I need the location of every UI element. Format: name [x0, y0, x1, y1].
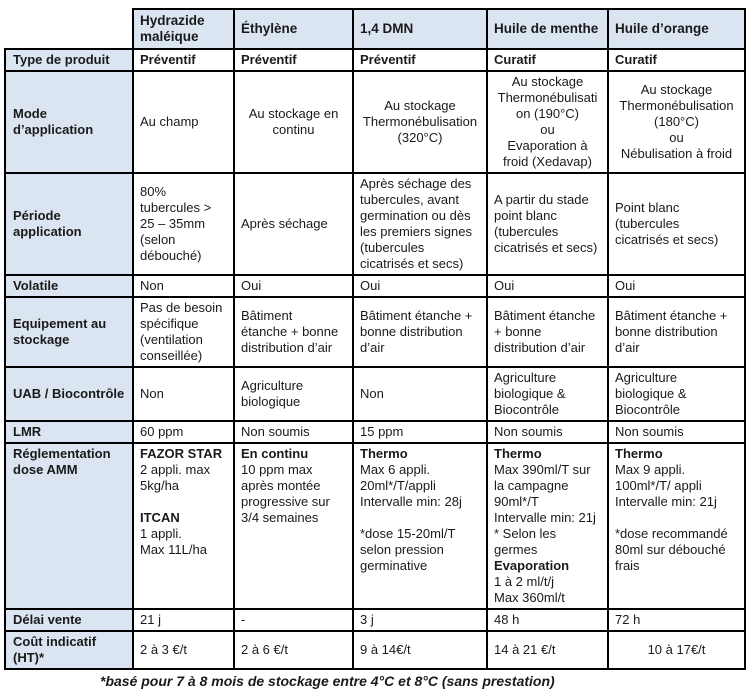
column-header: Éthylène — [234, 9, 353, 49]
table-cell — [133, 71, 234, 173]
cell-line: après montée — [241, 478, 321, 493]
cell-line: (320°C) — [397, 130, 443, 145]
cell-line: tubercules > — [140, 200, 212, 215]
table-cell — [133, 631, 234, 669]
cell-line: Thermo — [494, 446, 542, 461]
table-cell — [487, 421, 608, 443]
table-cell — [608, 71, 745, 173]
table-cell — [133, 609, 234, 631]
row-label: Réglementation dose AMM — [5, 443, 133, 609]
cell-line: 20ml*/T/appli — [360, 478, 436, 493]
cell-line: Evaporation à — [507, 138, 588, 153]
cell-line: Non — [140, 278, 164, 293]
cell-line: Pas de besoin — [140, 300, 223, 315]
column-header: Huile de menthe — [487, 9, 608, 49]
row-label: LMR — [5, 421, 133, 443]
cell-line: Curatif — [615, 52, 657, 67]
cell-line: Agriculture — [494, 370, 557, 385]
row-label: UAB / Biocontrôle — [5, 367, 133, 421]
table-body — [5, 49, 745, 669]
cell-line: 9 à 14€/t — [360, 642, 411, 657]
cell-line: 5kg/ha — [140, 478, 180, 493]
cell-line: Oui — [494, 278, 515, 293]
table-header — [5, 9, 745, 49]
cell-line: 2 à 3 €/t — [140, 642, 187, 657]
cell-line: Biocontrôle — [494, 402, 560, 417]
cell-line: Intervalle min: 21j — [615, 494, 717, 509]
table-cell — [487, 443, 608, 609]
cell-line: Au stockage — [640, 82, 713, 97]
table-cell — [487, 49, 608, 71]
cell-line: germination ou dès — [360, 208, 471, 223]
cell-line: 80ml sur débouché — [615, 542, 726, 557]
table-cell — [353, 609, 487, 631]
treatment-comparison-table — [4, 8, 746, 670]
cell-line: 3/4 semaines — [241, 510, 319, 525]
cell-line: 1 à 2 ml/t/j — [494, 574, 554, 589]
table-cell — [608, 631, 745, 669]
cell-line: progressive sur — [241, 494, 330, 509]
cell-line: Après séchage — [241, 216, 328, 231]
cell-line: ou — [540, 122, 555, 137]
cell-line: A partir du stade — [494, 192, 589, 207]
cell-line: bonne distribution — [360, 324, 463, 339]
cell-line: spécifique — [140, 316, 199, 331]
footnote: *basé pour 7 à 8 mois de stockage entre 4°C et 8°C (sans prestation) — [100, 673, 555, 689]
table-cell — [353, 367, 487, 421]
cell-line: Bâtiment — [241, 308, 293, 323]
table-cell — [353, 173, 487, 275]
cell-line: Nébulisation à froid — [620, 146, 733, 161]
table-row — [5, 609, 745, 631]
table-cell — [608, 297, 745, 367]
corner-cell — [5, 9, 133, 49]
table-cell — [608, 367, 745, 421]
table-cell — [353, 297, 487, 367]
cell-line: biologique & — [615, 386, 687, 401]
table-cell — [608, 49, 745, 71]
cell-line: d’air — [615, 340, 640, 355]
cell-line — [140, 494, 227, 510]
table-row — [5, 49, 745, 71]
cell-line: - — [241, 612, 246, 627]
cell-line: Au stockage — [384, 98, 456, 113]
cell-line: 80% — [140, 184, 167, 199]
table-cell — [234, 173, 353, 275]
cell-line: 21 j — [140, 612, 161, 627]
cell-line: Non — [140, 386, 164, 401]
cell-line: Max 9 appli. — [615, 462, 686, 477]
cell-line: tubercules, avant — [360, 192, 460, 207]
header-row — [5, 9, 745, 49]
cell-line: Bâtiment étanche — [494, 308, 596, 323]
cell-line: bonne distribution — [615, 324, 718, 339]
cell-line: cicatrisés et secs) — [615, 232, 719, 247]
table-row — [5, 275, 745, 297]
table-cell — [487, 631, 608, 669]
cell-line: distribution d’air — [494, 340, 586, 355]
cell-line: conseillée) — [140, 348, 203, 363]
column-header: Hydrazide maléique — [133, 9, 234, 49]
table-cell — [487, 609, 608, 631]
cell-line: distribution d’air — [241, 340, 333, 355]
row-label: Volatile — [5, 275, 133, 297]
cell-line: 72 h — [615, 612, 641, 627]
cell-line: germinative — [360, 558, 428, 573]
table-cell — [133, 173, 234, 275]
table-cell — [234, 421, 353, 443]
row-label: Période application — [5, 173, 133, 275]
cell-line: Oui — [615, 278, 636, 293]
cell-line: Non soumis — [615, 424, 684, 439]
cell-line: cicatrisés et secs) — [494, 240, 598, 255]
cell-line: Max 390ml/T sur — [494, 462, 591, 477]
table-cell — [353, 49, 487, 71]
cell-line: (ventilation — [140, 332, 203, 347]
cell-line: 48 h — [494, 612, 520, 627]
cell-line: cicatrisés et secs) — [360, 256, 464, 271]
table-cell — [234, 297, 353, 367]
cell-line: Préventif — [360, 52, 416, 67]
cell-line: point blanc — [494, 208, 557, 223]
cell-line: biologique — [241, 394, 301, 409]
table-cell — [234, 275, 353, 297]
cell-line: Au stockage — [511, 74, 584, 89]
cell-line: 25 – 35mm — [140, 216, 206, 231]
cell-line: Thermo — [360, 446, 408, 461]
cell-line: Bâtiment étanche + — [615, 308, 728, 323]
cell-line: En continu — [241, 446, 309, 461]
cell-line: 3 j — [360, 612, 374, 627]
row-label: Délai vente — [5, 609, 133, 631]
table-cell — [234, 609, 353, 631]
table-cell — [133, 367, 234, 421]
table-cell — [133, 275, 234, 297]
cell-line: Curatif — [494, 52, 536, 67]
cell-line: 1 appli. — [140, 526, 182, 541]
cell-line: Après séchage des — [360, 176, 472, 191]
cell-line: biologique & — [494, 386, 566, 401]
cell-line: froid (Xedavap) — [503, 154, 592, 169]
cell-line — [615, 510, 738, 526]
cell-line: Thermonébulisati — [497, 90, 598, 105]
table-cell — [133, 443, 234, 609]
cell-line: Thermo — [615, 446, 663, 461]
cell-line: germes — [494, 542, 538, 557]
cell-line: 10 ppm max — [241, 462, 313, 477]
cell-line: Intervalle min: 28j — [360, 494, 462, 509]
table-cell — [234, 49, 353, 71]
table-cell — [487, 275, 608, 297]
table-cell — [353, 421, 487, 443]
table-cell — [353, 71, 487, 173]
cell-line: Non soumis — [241, 424, 310, 439]
cell-line: + bonne — [494, 324, 542, 339]
cell-line: 10 à 17€/t — [647, 642, 706, 657]
table-cell — [487, 367, 608, 421]
cell-line: Au stockage en — [248, 106, 339, 121]
cell-line: Max 6 appli. — [360, 462, 431, 477]
table-cell — [353, 631, 487, 669]
cell-line: Agriculture — [241, 378, 304, 393]
cell-line: Bâtiment étanche + — [360, 308, 473, 323]
cell-line: Max 11L/ha — [140, 542, 207, 557]
table-cell — [608, 275, 745, 297]
cell-line: on (190°C) — [515, 106, 579, 121]
cell-line: ou — [669, 130, 684, 145]
cell-line: Au champ — [140, 114, 199, 129]
cell-line: la campagne — [494, 478, 569, 493]
cell-line: * Selon les — [494, 526, 557, 541]
cell-line: (tubercules — [615, 216, 680, 231]
row-label: Type de produit — [5, 49, 133, 71]
row-label: Mode d’application — [5, 71, 133, 173]
cell-line: Thermonébulisation — [619, 98, 734, 113]
table-cell — [353, 443, 487, 609]
cell-line: continu — [272, 122, 315, 137]
cell-line: Oui — [360, 278, 381, 293]
cell-line: frais — [615, 558, 640, 573]
cell-line: 60 ppm — [140, 424, 184, 439]
table-row — [5, 297, 745, 367]
table-row — [5, 631, 745, 669]
cell-line: les premiers signes — [360, 224, 472, 239]
table-cell — [487, 71, 608, 173]
table-cell — [234, 71, 353, 173]
cell-line: Thermonébulisation — [362, 114, 478, 129]
cell-line: (tubercules — [360, 240, 425, 255]
column-header: Huile d’orange — [608, 9, 745, 49]
cell-line: Oui — [241, 278, 262, 293]
table-row — [5, 71, 745, 173]
cell-line: selon pression — [360, 542, 444, 557]
cell-line: *dose 15-20ml/T — [360, 526, 456, 541]
table-cell — [487, 297, 608, 367]
cell-line: d’air — [360, 340, 385, 355]
table-cell — [133, 297, 234, 367]
cell-line: 100ml*/T/ appli — [615, 478, 702, 493]
cell-line — [360, 510, 480, 526]
cell-line: ITCAN — [140, 510, 180, 525]
table-cell — [608, 173, 745, 275]
row-label: Equipement au stockage — [5, 297, 133, 367]
table-row — [5, 367, 745, 421]
table-cell — [608, 609, 745, 631]
cell-line: 90ml*/T — [494, 494, 539, 509]
cell-line: 2 appli. max — [140, 462, 211, 477]
cell-line: Non soumis — [494, 424, 563, 439]
cell-line: Préventif — [241, 52, 297, 67]
row-label: Coût indicatif (HT)* — [5, 631, 133, 669]
table-cell — [234, 367, 353, 421]
cell-line: Intervalle min: 21j — [494, 510, 596, 525]
cell-line: 14 à 21 €/t — [494, 642, 556, 657]
table-cell — [234, 443, 353, 609]
table-cell — [487, 173, 608, 275]
cell-line: Point blanc — [615, 200, 680, 215]
table-cell — [133, 421, 234, 443]
table-cell — [608, 443, 745, 609]
cell-line: Evaporation — [494, 558, 570, 573]
table-cell — [353, 275, 487, 297]
table-row — [5, 421, 745, 443]
cell-line: étanche + bonne — [241, 324, 339, 339]
cell-line: (tubercules — [494, 224, 559, 239]
table-cell — [608, 421, 745, 443]
table-cell — [133, 49, 234, 71]
cell-line: Biocontrôle — [615, 402, 681, 417]
cell-line: (180°C) — [654, 114, 699, 129]
cell-line: 15 ppm — [360, 424, 404, 439]
column-header: 1,4 DMN — [353, 9, 487, 49]
cell-line: Non — [360, 386, 384, 401]
cell-line: 2 à 6 €/t — [241, 642, 288, 657]
table-row — [5, 173, 745, 275]
cell-line: Max 360ml/t — [494, 590, 565, 605]
cell-line: Préventif — [140, 52, 196, 67]
cell-line: Agriculture — [615, 370, 678, 385]
table-row — [5, 443, 745, 609]
cell-line: (selon — [140, 232, 176, 247]
cell-line: FAZOR STAR — [140, 446, 223, 461]
table-cell — [234, 631, 353, 669]
cell-line: *dose recommandé — [615, 526, 728, 541]
cell-line: débouché) — [140, 248, 202, 263]
